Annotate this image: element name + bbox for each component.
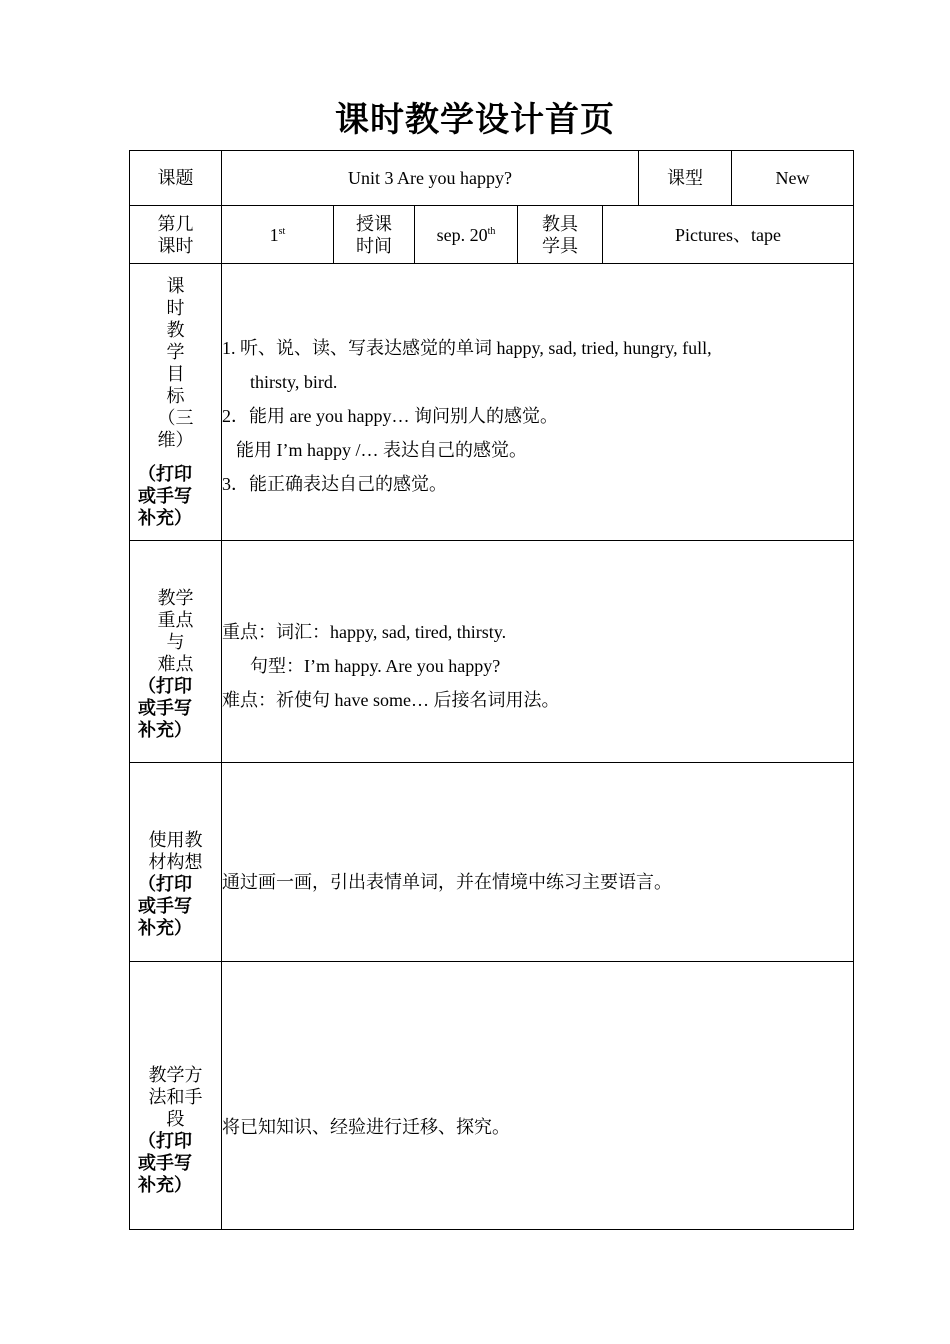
key-points-label (130, 541, 222, 763)
teaching-time-label-line1: 授课 (356, 213, 392, 234)
lesson-number-main: 1 (269, 224, 279, 245)
teaching-tools-label-line1: 教具 (542, 213, 578, 234)
row-methods (130, 962, 854, 1230)
objective-line-1-cont: thirsty, bird. (250, 372, 338, 392)
lesson-number-value (222, 206, 334, 264)
note-line: （打印 (138, 1130, 192, 1151)
objective-line-2b: 能用 I’m happy /… 表达自己的感觉。 (236, 440, 527, 460)
lesson-number-sup: st (278, 225, 286, 237)
methods-note (130, 1130, 221, 1196)
objectives-label-char: 时 (166, 298, 185, 318)
objective-line-3: 3．能正确表达自己的感觉。 (222, 474, 447, 494)
key-points-label-line: 重点 (157, 609, 194, 630)
note-line: （打印 (138, 675, 192, 696)
key-point-line-2: 句型：I’m happy. Are you happy? (250, 655, 501, 676)
note-line: 或手写 (138, 486, 192, 506)
objectives-label-char: 目 (166, 364, 185, 384)
objectives-label-char: 维） (157, 430, 194, 450)
key-points-label-lines (130, 587, 221, 675)
note-line: 或手写 (138, 697, 192, 718)
lesson-design-table (129, 150, 854, 1230)
objectives-content (222, 264, 854, 541)
topic-value: Unit 3 Are you happy? (222, 151, 639, 206)
teaching-tools-label-line2: 学具 (542, 235, 578, 256)
objectives-label-char: 标 (166, 386, 185, 406)
difficulty-line: 难点：祈使句 have some… 后接名词用法。 (222, 689, 560, 710)
objectives-label-char: 课 (166, 276, 185, 296)
objectives-label-char: 学 (166, 342, 185, 362)
methods-label-line: 法和手 (148, 1086, 203, 1107)
key-points-label-line: 教学 (157, 587, 194, 608)
objectives-label-chars (130, 275, 221, 451)
row-topic (130, 151, 854, 206)
teaching-time-sup: th (487, 225, 496, 237)
note-line: （打印 (138, 874, 192, 894)
key-points-content (222, 541, 854, 763)
key-point-line-1: 重点：词汇：happy, sad, tired, thirsty. (222, 621, 507, 642)
teaching-time-main: sep. 20 (436, 224, 488, 245)
row-lesson-info (130, 206, 854, 264)
lesson-number-label-line1: 第几 (157, 213, 194, 234)
teaching-time-value (415, 206, 518, 264)
row-objectives (130, 264, 854, 541)
row-key-points (130, 541, 854, 763)
key-points-label-line: 难点 (157, 653, 194, 674)
teaching-tools-value: Pictures、tape (603, 206, 854, 264)
material-idea-label (130, 763, 222, 962)
type-label: 课型 (639, 151, 732, 206)
note-line: （打印 (138, 464, 192, 484)
topic-label: 课题 (130, 151, 222, 206)
note-line: 补充） (138, 508, 192, 528)
methods-label (130, 962, 222, 1230)
note-line: 或手写 (138, 896, 192, 916)
material-idea-text: 通过画一画，引出表情单词，并在情境中练习主要语言。 (222, 872, 672, 892)
methods-label-line: 教学方 (148, 1064, 203, 1085)
key-points-note (130, 675, 221, 741)
note-line: 补充） (138, 1174, 192, 1195)
note-line: 补充） (138, 918, 192, 938)
type-value: New (732, 151, 854, 206)
objective-line-2: 2．能用 are you happy… 询问别人的感觉。 (222, 406, 558, 426)
note-line: 或手写 (138, 1152, 192, 1173)
methods-text: 将已知知识、经验进行迁移、探究。 (222, 1116, 510, 1137)
material-idea-label-lines (130, 829, 221, 873)
teaching-time-label (334, 206, 415, 264)
row-material-idea (130, 763, 854, 962)
teaching-tools-label (518, 206, 603, 264)
objectives-label-char: （三 (157, 408, 194, 428)
teaching-time-label-line2: 时间 (356, 235, 392, 256)
material-idea-label-line: 使用教 (148, 830, 203, 850)
key-points-label-line: 与 (166, 631, 185, 652)
objective-line-1: 1. 听、说、读、写表达感觉的单词 happy, sad, tried, hungry, full, (222, 338, 712, 358)
objectives-label (130, 264, 222, 541)
material-idea-label-line: 材构想 (148, 852, 203, 872)
lesson-number-label (130, 206, 222, 264)
methods-label-line: 段 (166, 1108, 185, 1129)
page-title: 课时教学设计首页 (335, 100, 615, 140)
methods-content (222, 962, 854, 1230)
material-idea-content (222, 763, 854, 962)
lesson-number-label-line2: 课时 (157, 235, 194, 256)
objectives-label-char: 教 (166, 320, 185, 340)
note-line: 补充） (138, 719, 192, 740)
material-idea-note (130, 873, 221, 939)
methods-label-lines (130, 1064, 221, 1130)
objectives-note (130, 463, 221, 529)
